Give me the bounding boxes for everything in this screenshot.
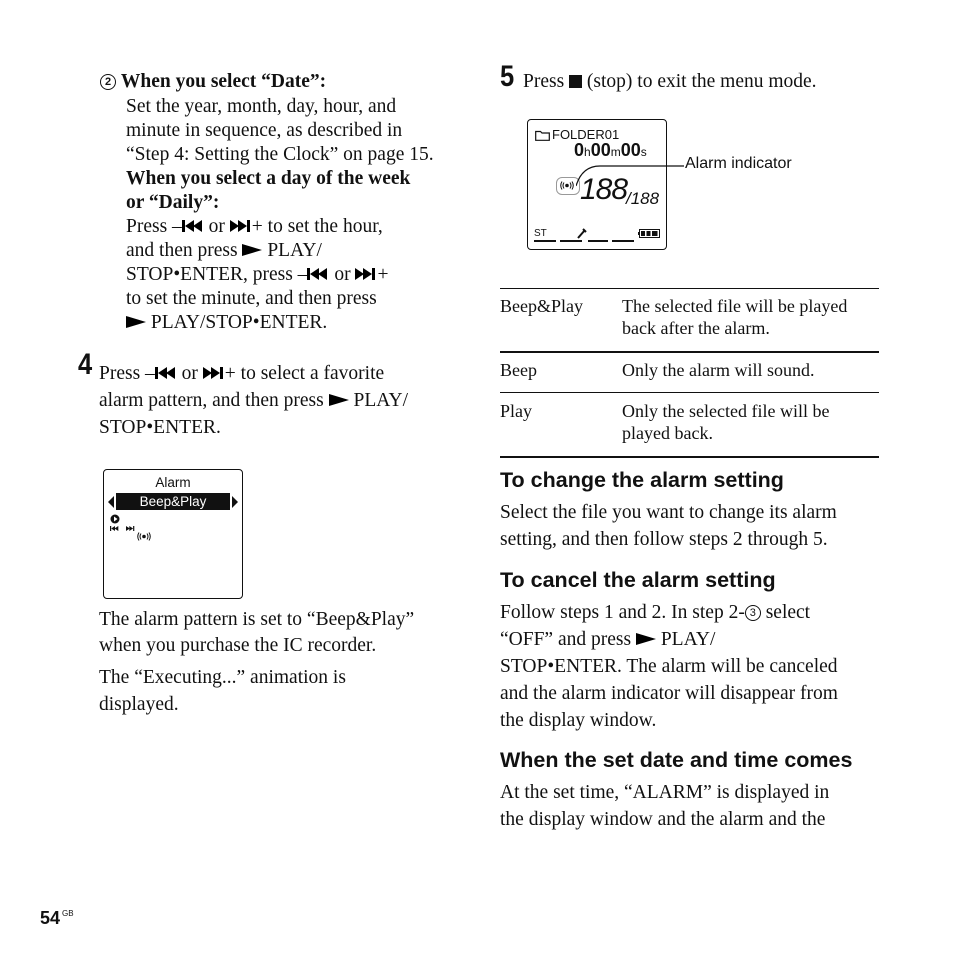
- enter-button-icon: [110, 514, 120, 524]
- table-top-rule: [500, 288, 879, 289]
- callout-line: [576, 160, 686, 190]
- step5-text: Press (stop) to exit the menu mode.: [523, 71, 817, 92]
- alarm-icon: [137, 532, 151, 541]
- play-icon: [242, 243, 262, 257]
- note-executing: The “Executing...” animation is displayed.: [99, 667, 346, 715]
- previous-icon: [307, 267, 329, 281]
- table-row-term: Beep: [500, 360, 537, 380]
- alarm-indicator-callout: Alarm indicator: [685, 155, 792, 172]
- step-number-4: 4: [78, 348, 93, 381]
- table-bottom-rule: [500, 456, 879, 458]
- step-number-5: 5: [500, 60, 515, 93]
- folder-name: FOLDER01: [552, 127, 620, 142]
- file-total: /188: [626, 189, 660, 208]
- battery-icon: [638, 229, 660, 238]
- note-default-pattern: The alarm pattern is set to “Beep&Play” when you purchase the IC recorder.: [99, 609, 415, 656]
- previous-icon: [155, 366, 177, 380]
- alarm-pattern-display: [103, 469, 243, 599]
- set-time-comes-body: At the set time, “ALARM” is displayed in the display window and the alarm and the: [500, 782, 830, 830]
- circled-number-3: 3: [745, 605, 761, 621]
- date-heading: When you select “Date”:: [120, 71, 327, 92]
- circled-number-2: 2: [100, 74, 116, 90]
- display-segment-bar: [588, 240, 608, 242]
- table-row-desc: The selected file will be played back after the alarm.: [622, 296, 848, 338]
- alarm-icon: [560, 181, 574, 190]
- folder-icon: [535, 129, 550, 141]
- stop-icon: [569, 75, 582, 88]
- table-row-term: Beep&Play: [500, 296, 583, 316]
- next-icon: [355, 267, 377, 281]
- display-title: Alarm: [155, 475, 191, 490]
- play-icon: [636, 632, 656, 646]
- table-row-desc: Only the selected file will be played back.: [622, 401, 830, 443]
- file-counter: 188: [580, 173, 628, 206]
- play-icon: [329, 393, 349, 407]
- table-row-desc: Only the alarm will sound.: [622, 360, 815, 380]
- cancel-alarm-heading: To cancel the alarm setting: [500, 568, 776, 592]
- page-number: 54 $^{GB}$: [40, 908, 74, 928]
- right-arrow-icon: [232, 496, 238, 508]
- change-alarm-body: Select the file you want to change its alarm setting, and then follow steps 2 through 5.: [500, 502, 837, 550]
- next-icon: [203, 366, 225, 380]
- table-row-term: Play: [500, 401, 533, 421]
- set-time-comes-heading: When the set date and time comes: [500, 748, 853, 772]
- substep-date: [100, 70, 470, 94]
- step4-text: Press – or + to select a favorite alarm pattern, and then press PLAY/ STOP•ENTER.: [99, 363, 409, 438]
- next-icon: [230, 219, 252, 233]
- cancel-alarm-body: Follow steps 1 and 2. In step 2- 3 select “OFF” and press PLAY/ STOP•ENTER. The alarm will be canceled and the alarm indicator will disappear from the display window.: [500, 602, 838, 731]
- table-row-divider: [500, 392, 879, 393]
- stereo-indicator: ST: [534, 228, 547, 239]
- table-row-divider: [500, 351, 879, 353]
- elapsed-time: 0h00m00s: [574, 140, 647, 160]
- microphone-sensitivity-icon: [576, 227, 588, 239]
- selected-pattern: Beep&Play: [116, 493, 230, 510]
- skip-buttons-icon: [110, 525, 138, 532]
- change-alarm-heading: To change the alarm setting: [500, 468, 784, 492]
- display-segment-bar: [612, 240, 634, 242]
- display-segment-bar: [534, 240, 556, 242]
- play-icon: [126, 315, 146, 329]
- weekday-heading: When you select a day of the week: [126, 168, 411, 189]
- left-arrow-icon: [108, 496, 114, 508]
- display-segment-bar: [560, 240, 582, 242]
- previous-icon: [182, 219, 204, 233]
- date-body: Set the year, month, day, hour, and minute in sequence, as described in “Step 4: Setting the Clock” on page 15. When you select a day of the week or “Daily”: Press – or + to set the hour, and then press PLAY/ STOP•ENTER, press – or + to set the minute, and then press PLAY/STOP•ENTER.: [126, 95, 476, 335]
